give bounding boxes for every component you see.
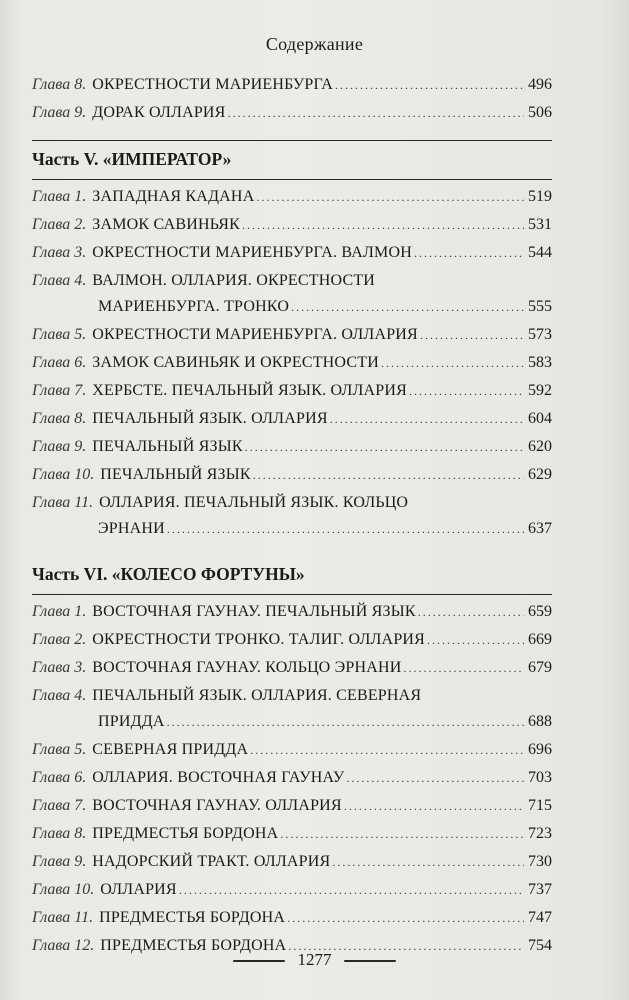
page-reference: 688 [528,713,552,730]
chapter-title: ВОСТОЧНАЯ ГАУНАУ. ПЕЧАЛЬНЫЙ ЯЗЫК [92,603,416,620]
toc-entry [32,406,552,432]
chapter-label: Глава 3. [32,659,87,676]
chapter-label: Глава 11. [32,494,94,511]
chapter-label: Глава 4. [32,687,87,704]
chapter-title: ПЕЧАЛЬНЫЙ ЯЗЫК. ОЛЛАРИЯ [92,410,328,427]
chapter-label: Глава 8. [32,410,87,427]
dot-leader [330,406,524,432]
part-5-entries-list [32,184,552,542]
chapter-title: ЗАМОК САВИНЬЯК [92,216,240,233]
chapter-label: Глава 4. [32,272,87,289]
dot-leader [414,240,524,266]
chapter-title: ДОРАК ОЛЛАРИЯ [92,104,226,121]
chapter-label: Глава 5. [32,326,87,343]
dot-leader [332,849,524,875]
page-reference: 604 [528,410,552,427]
chapter-title: ПРЕДМЕСТЬЯ БОРДОНА [92,825,279,842]
page-footer [0,950,629,970]
chapter-title: СЕВЕРНАЯ ПРИДДА [92,741,249,758]
chapter-title-continued: ЭРНАНИ [98,520,165,537]
chapter-title: ВОСТОЧНАЯ ГАУНАУ. ОЛЛАРИЯ [92,797,342,814]
dot-leader [179,877,524,903]
dot-leader [253,462,524,488]
toc-entry [32,849,552,875]
chapter-label: Глава 8. [32,76,87,93]
chapter-label: Глава 9. [32,438,87,455]
page-reference: 703 [528,769,552,786]
dot-leader [228,100,524,126]
chapter-title: ОЛЛАРИЯ. ПЕЧАЛЬНЫЙ ЯЗЫК. КОЛЬЦО [99,494,409,511]
chapter-title: ПРЕДМЕСТЬЯ БОРДОНА [99,909,286,926]
page-reference: 747 [528,909,552,926]
chapter-title: ОКРЕСТНОСТИ МАРИЕНБУРГА [92,76,333,93]
page-reference: 531 [528,216,552,233]
chapter-title: ПЕЧАЛЬНЫЙ ЯЗЫК [100,466,251,483]
toc-entry [32,212,552,238]
chapter-title-continued: ПРИДДА [98,713,165,730]
chapter-label: Глава 2. [32,216,87,233]
dot-leader [287,905,524,931]
dot-leader [250,737,524,763]
toc-entry [32,877,552,903]
toc-entry [32,462,552,488]
page-reference: 637 [528,520,552,537]
page-reference: 715 [528,797,552,814]
chapter-title: ОКРЕСТНОСТИ МАРИЕНБУРГА. ОЛЛАРИЯ [92,326,418,343]
toc-entry [32,184,552,210]
toc-entry [32,765,552,791]
chapter-label: Глава 9. [32,853,87,870]
page-reference: 754 [528,937,552,954]
toc-entry [32,821,552,847]
page-reference: 496 [528,76,552,93]
chapter-label: Глава 12. [32,937,95,954]
chapter-title: ОКРЕСТНОСТИ МАРИЕНБУРГА. ВАЛМОН [92,244,412,261]
dot-leader [418,599,524,625]
chapter-label: Глава 3. [32,244,87,261]
chapter-label: Глава 10. [32,881,95,898]
dot-leader [344,793,524,819]
chapter-label: Глава 8. [32,825,87,842]
page-reference: 592 [528,382,552,399]
part-6-entries-list [32,599,552,959]
chapter-title: НАДОРСКИЙ ТРАКТ. ОЛЛАРИЯ [92,853,331,870]
chapter-label: Глава 7. [32,382,87,399]
dot-leader [409,378,524,404]
page-reference: 659 [528,603,552,620]
page-reference: 696 [528,741,552,758]
toc-entry [32,793,552,819]
footer-right-rule [344,960,396,962]
dot-leader [167,516,524,542]
page-reference: 544 [528,244,552,261]
toc-entry [32,350,552,376]
chapter-title: ПЕЧАЛЬНЫЙ ЯЗЫК [92,438,243,455]
toc-entry [32,240,552,266]
toc-entry [32,490,552,542]
chapter-title: ОКРЕСТНОСТИ ТРОНКО. ТАЛИГ. ОЛЛАРИЯ [92,631,426,648]
toc-entry [32,905,552,931]
dot-leader [167,709,524,735]
page-number: 1277 [297,950,332,969]
chapter-title: ХЕРБСТЕ. ПЕЧАЛЬНЫЙ ЯЗЫК. ОЛЛАРИЯ [92,382,408,399]
dot-leader [291,294,524,320]
page-reference: 519 [528,188,552,205]
footer-left-rule [233,960,285,962]
page-reference: 723 [528,825,552,842]
part-6-title: Часть VI. «КОЛЕСО ФОРТУНЫ» [32,564,305,584]
part-5-heading [32,140,552,180]
page-reference: 555 [528,298,552,315]
toc-entry [32,655,552,681]
toc-entry [32,322,552,348]
page-reference: 737 [528,881,552,898]
chapter-title: ВАЛМОН. ОЛЛАРИЯ. ОКРЕСТНОСТИ [92,272,376,289]
dot-leader [420,322,524,348]
chapter-title: ПРЕДМЕСТЬЯ БОРДОНА [100,937,287,954]
chapter-label: Глава 1. [32,188,87,205]
toc-entry [32,434,552,460]
chapter-label: Глава 10. [32,466,95,483]
chapter-label: Глава 6. [32,769,87,786]
top-entries-list [32,72,552,126]
dot-leader [245,434,524,460]
toc-entry [32,378,552,404]
chapter-label: Глава 11. [32,909,94,926]
chapter-title: ОЛЛАРИЯ. ВОСТОЧНАЯ ГАУНАУ [92,769,345,786]
page-reference: 506 [528,104,552,121]
dot-leader [280,821,524,847]
toc-entry [32,627,552,653]
table-of-contents [32,72,552,961]
page-reference: 583 [528,354,552,371]
chapter-label: Глава 7. [32,797,87,814]
toc-entry [32,599,552,625]
page-reference: 730 [528,853,552,870]
dot-leader [346,765,524,791]
page-reference: 679 [528,659,552,676]
dot-leader [427,627,524,653]
dot-leader [256,184,524,210]
chapter-title-continued: МАРИЕНБУРГА. ТРОНКО [98,298,290,315]
page-reference: 629 [528,466,552,483]
chapter-label: Глава 6. [32,354,87,371]
page-reference: 620 [528,438,552,455]
dot-leader [404,655,524,681]
toc-entry [32,100,552,126]
page-reference: 669 [528,631,552,648]
chapter-label: Глава 2. [32,631,87,648]
toc-entry [32,268,552,320]
chapter-label: Глава 1. [32,603,87,620]
part-5-title: Часть V. «ИМПЕРАТОР» [32,149,232,169]
chapter-title: ЗАПАДНАЯ КАДАНА [92,188,255,205]
part-6-heading [32,560,552,595]
toc-entry [32,72,552,98]
dot-leader [381,350,524,376]
page-reference: 573 [528,326,552,343]
chapter-title: ВОСТОЧНАЯ ГАУНАУ. КОЛЬЦО ЭРНАНИ [92,659,402,676]
chapter-label: Глава 9. [32,104,87,121]
dot-leader [335,72,524,98]
toc-entry [32,737,552,763]
chapter-title: ПЕЧАЛЬНЫЙ ЯЗЫК. ОЛЛАРИЯ. СЕВЕРНАЯ [92,687,422,704]
chapter-title: ОЛЛАРИЯ [100,881,177,898]
chapter-title: ЗАМОК САВИНЬЯК И ОКРЕСТНОСТИ [92,354,379,371]
toc-entry [32,683,552,735]
page-header: Содержание [265,34,364,54]
chapter-label: Глава 5. [32,741,87,758]
dot-leader [242,212,524,238]
